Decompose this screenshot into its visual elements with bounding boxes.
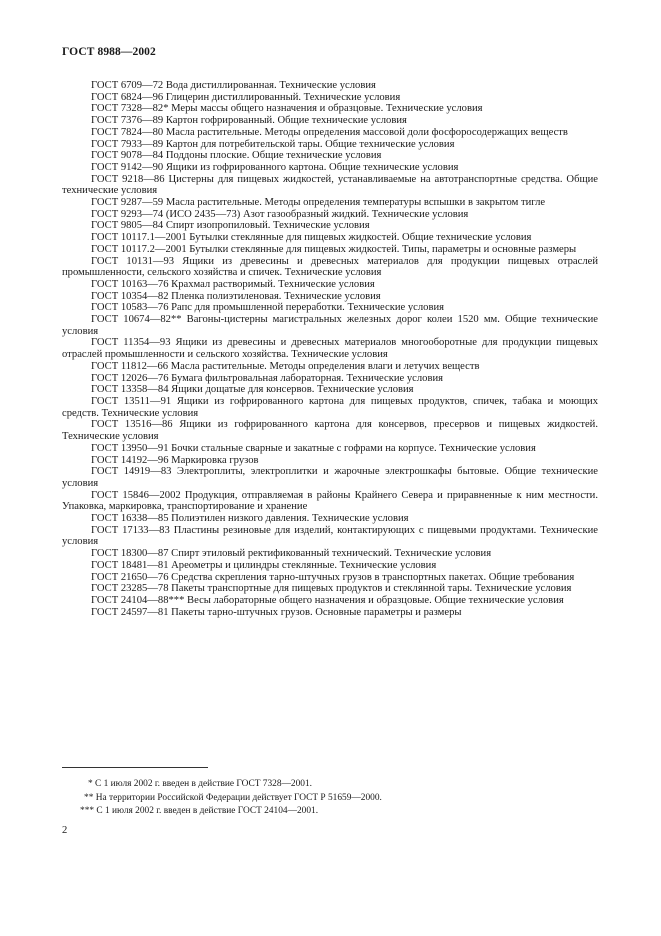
reference-item: ГОСТ 10674—82** Вагоны-цистерны магистральных железных дорог колеи 1520 мм. Общие технические условия — [62, 314, 598, 337]
page-number: 2 — [62, 825, 68, 836]
footnote-divider — [62, 767, 208, 768]
reference-item: ГОСТ 21650—76 Средства скрепления тарно-штучных грузов в транспортных пакетах. Общие требования — [91, 571, 575, 583]
reference-item: ГОСТ 13358—84 Ящики дощатые для консервов. Технические условия — [91, 384, 414, 396]
reference-item: ГОСТ 9293—74 (ИСО 2435—73) Азот газообразный жидкий. Технические условия — [91, 208, 469, 220]
reference-item: ГОСТ 13511—91 Ящики из гофрированного картона для пищевых продуктов, спичек, табака и моющих средств. Технические условия — [62, 395, 598, 419]
reference-item: ГОСТ 10354—82 Пленка полиэтиленовая. Технические условия — [91, 290, 381, 302]
reference-item: ГОСТ 12026—76 Бумага фильтровальная лабораторная. Технические условия — [91, 372, 443, 384]
reference-item: ГОСТ 7376—89 Картон гофрированный. Общие технические условия — [91, 115, 407, 127]
reference-item: ГОСТ 14919—83 Электроплиты, электроплитки и жарочные электрошкафы бытовые. Общие технические условия — [62, 466, 598, 489]
footnote-item: ** На территории Российской Федерации действует ГОСТ Р 51659—2000. — [84, 792, 382, 803]
reference-item: ГОСТ 13516—86 Ящики из гофрированного картона для консервов, пресервов и пищевых жидкостей. Технические условия — [62, 419, 598, 443]
reference-item: ГОСТ 11354—93 Ящики из древесины и древесных материалов многооборотные для продукции пищевых отраслей промышленности и сельского хозяйства. Технические условия — [62, 337, 598, 361]
reference-item: ГОСТ 9142—90 Ящики из гофрированного картона. Общие технические условия — [91, 161, 459, 173]
reference-item: ГОСТ 13950—91 Бочки стальные сварные и закатные с гофрами на корпусе. Технические условия — [91, 442, 536, 454]
reference-item: ГОСТ 10117.1—2001 Бутылки стеклянные для пищевых жидкостей. Общие технические условия — [91, 232, 532, 244]
reference-item: ГОСТ 11812—66 Масла растительные. Методы определения влаги и летучих веществ — [91, 360, 480, 372]
reference-item: ГОСТ 16338—85 Полиэтилен низкого давления. Технические условия — [91, 513, 409, 525]
reference-item: ГОСТ 6709—72 Вода дистиллированная. Технические условия — [91, 80, 376, 91]
normative-references-list — [62, 80, 598, 618]
footnote-item: * С 1 июля 2002 г. введен в действие ГОСТ 7328—2001. — [88, 779, 313, 789]
reference-item: ГОСТ 7933—89 Картон для потребительской тары. Общие технические условия — [91, 138, 455, 150]
reference-item: ГОСТ 15846—2002 Продукция, отправляемая в районы Крайнего Севера и приравненные к ним местности. Упаковка, маркировка, транспортирование и хранение — [62, 489, 598, 513]
reference-item: ГОСТ 23285—78 Пакеты транспортные для пищевых продуктов и стеклянной тары. Технические условия — [91, 583, 572, 595]
reference-item: ГОСТ 7824—80 Масла растительные. Методы определения массовой доли фосфоросодержащих веществ — [91, 126, 568, 138]
reference-item: ГОСТ 9078—84 Поддоны плоские. Общие технические условия — [91, 150, 382, 162]
reference-item: ГОСТ 9287—59 Масла растительные. Методы определения температуры вспышки в закрытом тигле — [91, 197, 546, 209]
reference-item: ГОСТ 24104—88*** Весы лабораторные общего назначения и образцовые. Общие технические условия — [91, 594, 564, 606]
document-header: ГОСТ 8988—2002 — [62, 46, 156, 58]
reference-item: ГОСТ 24597—81 Пакеты тарно-штучных грузов. Основные параметры и размеры — [91, 606, 462, 618]
reference-item: ГОСТ 10117.2—2001 Бутылки стеклянные для пищевых жидкостей. Типы, параметры и основные размеры — [91, 243, 577, 255]
footnotes — [62, 778, 598, 819]
reference-item: ГОСТ 9218—86 Цистерны для пищевых жидкостей, устанавливаемые на автотранспортные средства. Общие технические условия — [62, 173, 598, 197]
reference-item: ГОСТ 18300—87 Спирт этиловый ректификованный технический. Технические условия — [91, 548, 492, 560]
reference-item: ГОСТ 10163—76 Крахмал растворимый. Технические условия — [91, 278, 375, 290]
reference-item: ГОСТ 17133—83 Пластины резиновые для изделий, контактирующих с пищевыми продуктами. Технические условия — [62, 524, 598, 548]
reference-item: ГОСТ 6824—96 Глицерин дистиллированный. Технические условия — [91, 91, 401, 103]
reference-item: ГОСТ 10583—76 Рапс для промышленной переработки. Технические условия — [91, 302, 445, 314]
footnote-item: *** С 1 июля 2002 г. введен в действие ГОСТ 24104—2001. — [80, 806, 319, 817]
reference-item: ГОСТ 18481—81 Ареометры и цилиндры стеклянные. Технические условия — [91, 559, 437, 571]
reference-item: ГОСТ 7328—82* Меры массы общего назначения и образцовые. Технические условия — [91, 103, 483, 115]
reference-item: ГОСТ 14192—96 Маркировка грузов — [91, 454, 259, 466]
reference-item: ГОСТ 10131—93 Ящики из древесины и древесных материалов для продукции пищевых отраслей промышленности, сельского хозяйства и спичек. Технические условия — [62, 255, 598, 279]
reference-item: ГОСТ 9805—84 Спирт изопропиловый. Технические условия — [91, 220, 370, 232]
